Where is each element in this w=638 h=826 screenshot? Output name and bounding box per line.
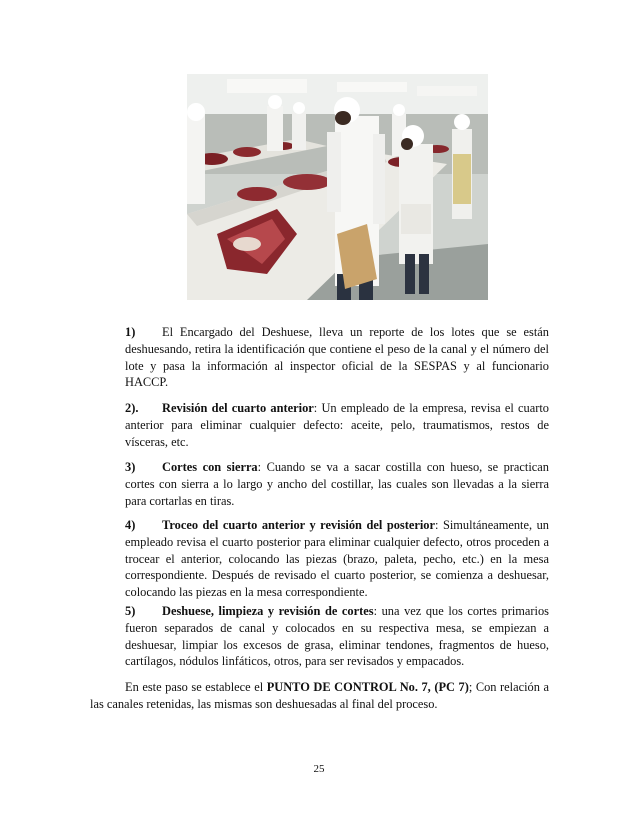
- page-number: 25: [313, 763, 325, 775]
- closing-before: En este paso se establece el: [125, 680, 267, 694]
- step-number: 4): [125, 518, 136, 532]
- step-number: 5): [125, 604, 136, 618]
- step-text: : Simultáneamente, un empleado revisa el cuarto posterior para eliminar cualquier defecto, otros proceden a trocear el anterior, colocando las piezas (brazo, paleta, pecho, etc.) en la mesa correspondiente. Después de revisado el cuarto posterior, se comienza a deshuesar, colocando las piezas en la mesa correspondiente.: [125, 518, 549, 600]
- step-4: [125, 517, 549, 601]
- step-text: : Cuando se va a sacar costilla con hueso, se practican cortes con sierra a lo largo y ancho del costillar, las cuales son llevadas a la sierra para cortarlas en tiras.: [125, 460, 549, 508]
- step-number: 3): [125, 460, 136, 474]
- step-text: El Encargado del Deshuese, lleva un reporte de los lotes que se están deshuesando, retira la identificación que contiene el peso de la canal y el número del lote y pasa la información al inspector oficial de la SESPAS y al funcionario HACCP.: [125, 325, 549, 390]
- step-1: [125, 324, 549, 391]
- step-title: Revisión del cuarto anterior: [162, 401, 314, 415]
- step-number: 1): [125, 325, 136, 339]
- closing-paragraph: [90, 679, 549, 713]
- step-3: [125, 459, 549, 509]
- step-number: 2).: [125, 401, 139, 415]
- step-title: Deshuese, limpieza y revisión de cortes: [162, 604, 374, 618]
- step-text: : Un empleado de la empresa, revisa el cuarto anterior para eliminar cualquier defecto: aceite, pelo, traumatismos, restos de vísceras, etc.: [125, 401, 549, 449]
- closing-after: ; Con relación a las canales retenidas, las mismas son deshuesadas al final del proceso.: [90, 680, 549, 711]
- step-text: : una vez que los cortes primarios fueron separados de canal y colocados en su respectiva mesa, se empiezan a deshuesar, limpiar los excesos de grasa, eliminar tendones, fragmentos de hueso, cartílagos, nódulos linfáticos, otros, para ser revisados y empacados.: [125, 604, 550, 669]
- step-5: [125, 603, 549, 670]
- control-point-label: PUNTO DE CONTROL No. 7, (PC 7): [266, 680, 469, 694]
- step-title: Cortes con sierra: [162, 460, 258, 474]
- step-2: [125, 400, 549, 450]
- step-title: Troceo del cuarto anterior y revisión del posterior: [162, 518, 435, 532]
